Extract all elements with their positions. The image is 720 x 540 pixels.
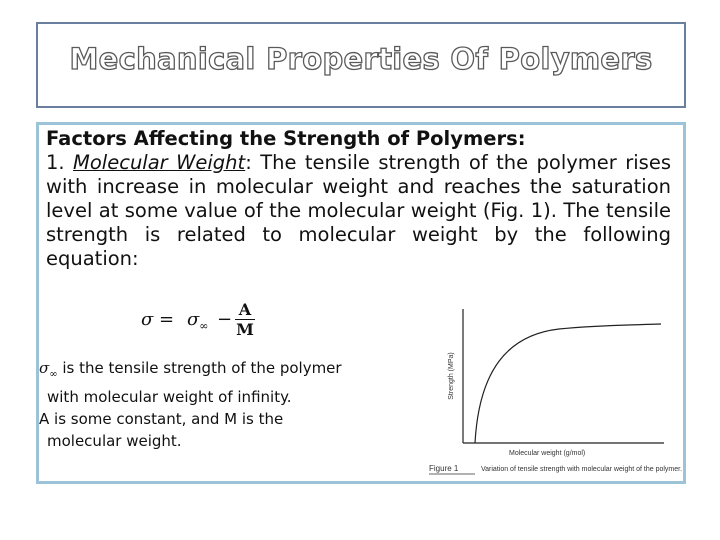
figure-1: [389, 301, 684, 479]
formula-equals: =: [159, 309, 175, 330]
note-symbol: [39, 359, 58, 380]
note-symbol-char: σ: [39, 359, 50, 377]
content-box: [36, 122, 686, 484]
title-box: [36, 22, 686, 108]
figure-caption-text: Variation of tensile strength with molecular weight of the polymer.: [481, 466, 683, 473]
equation-notes: [39, 357, 384, 452]
x-axis-label: Molecular weight (g/mol): [509, 450, 586, 457]
note-line-2: with molecular weight of infinity.: [47, 388, 292, 406]
note-line-3: A is some constant, and M is the: [39, 410, 284, 428]
figure-caption-label: Figure 1: [429, 464, 459, 473]
item-label: Molecular Weight: [73, 151, 246, 174]
formula-minus: −: [217, 309, 233, 330]
strength-curve: [475, 324, 661, 443]
content-paragraph: [46, 127, 671, 271]
note-text-1: is the tensile strength of the polymer: [62, 359, 342, 377]
item-number: 1.: [46, 151, 65, 174]
item-text: : The tensile strength of the polymer rises with increase in molecular weight and reaches the saturation level at some value of the molecular weight (Fig. 1). The tensile strength is related to molecular weight by the following equation:: [46, 151, 671, 270]
body-text: [46, 151, 671, 271]
formula-denominator: M: [236, 320, 254, 339]
section-heading: Factors Affecting the Strength of Polymers:: [46, 127, 526, 150]
note-symbol-sub: ∞: [49, 369, 58, 380]
note-line-4: molecular weight.: [47, 432, 182, 450]
formula-lhs: σ: [141, 309, 154, 330]
formula-fraction: [235, 301, 255, 338]
formula-numerator: A: [238, 300, 252, 319]
slide-title: Mechanical Properties Of Polymers: [69, 42, 653, 76]
formula-inf-sub: ∞: [199, 319, 209, 333]
y-axis-label: Strength (MPa): [448, 352, 455, 400]
strength-curve-figure: [389, 301, 684, 479]
note-line-1: [39, 357, 384, 386]
formula-sigma-inf-symbol: σ: [187, 309, 200, 330]
formula-sigma-inf: [187, 309, 208, 333]
